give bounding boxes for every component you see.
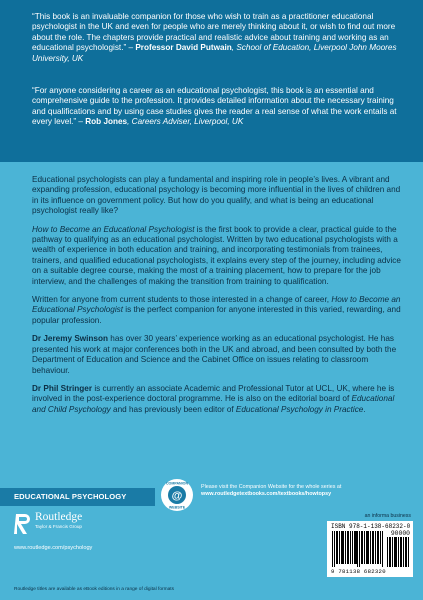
journal-name: Educational and Child Psychology (32, 394, 395, 414)
subject-category: EDUCATIONAL PSYCHOLOGY (0, 488, 155, 506)
journal-name: Educational Psychology in Practice (235, 404, 364, 414)
author-bio-text: has over 30 years’ experience working as an educational psychologist. He has presented his work at major conferences both in the UK and abroad, and been consulted by both the Department of Education and Science and the Cabinet Office on issues relating to classroom behaviour. (32, 334, 397, 375)
quote-author: Rob Jones (85, 117, 128, 127)
author-bio-text: . (363, 404, 366, 414)
routledge-logo-icon (14, 512, 32, 536)
svg-text:COMPANION: COMPANION (165, 481, 189, 486)
ean-number: 9 781138 682320 (331, 568, 386, 575)
author-name: Dr Jeremy Swinson (32, 334, 108, 344)
quote-text: “This book is an invaluable companion for those who wish to train as a practitioner educational psychologist in the UK and even for people who are merely thinking about it, or wish to find out more about the role. The chapters provide practical and realistic advice about training and working as an educational psychologist.” – (32, 12, 396, 53)
quote-affiliation: , Careers Adviser, Liverpool, UK (127, 117, 244, 127)
author-bio-text: and has previously been editor of (110, 404, 236, 414)
isbn-number: ISBN 978-1-138-68232-0 (331, 523, 411, 530)
companion-website-logo-icon (160, 478, 194, 512)
book-title-italic: How to Become an Educational Psychologist (32, 295, 401, 315)
author-bio-text: is currently an associate Academic and Professional Tutor at UCL, UK, where he is involved in the post-experience doctoral programme. He is also on the editorial board of (32, 383, 395, 404)
author-name: Dr Phil Stringer (32, 383, 93, 393)
companion-text-line: Please visit the Companion Website for the whole series at (201, 484, 342, 490)
isbn-barcode (327, 521, 413, 577)
informa-tagline: an informa business (364, 513, 411, 519)
endorsement-quote-2 (32, 86, 404, 128)
book-description (32, 175, 404, 423)
price-code: 90000 (390, 530, 410, 537)
endorsement-quote-1 (32, 12, 404, 64)
barcode-icon (332, 531, 384, 567)
quote-text: “For anyone considering a career as an educational psychologist, this book is an essential and comprehensive guide to the profession. It provides detailed information about the necessary training and qualifications and by using case studies gives the reader a real sense of what the work entails at every level.” – (32, 86, 397, 127)
price-barcode-icon (387, 537, 409, 567)
description-paragraph-1: Educational psychologists can play a fundamental and inspiring role in people’s lives. A vibrant and expanding profession, educational psychology is becoming more influential in the lives of children and in its influence on government policy. But how do you qualify, and what is being an educational psychologist really like? (32, 175, 401, 216)
author-bio-1 (32, 334, 404, 376)
paragraph-text: is the first book to provide a clear, practical guide to the pathway to qualifying as an educational psychologist. Written by two educational psychologists with a wealth of experience in both education and training, and incorporating testimonials from trainees, trainers, and qualified educational psychologists, it explains every step of the journey, including advice on a suitable degree course, making the most of a training placement, how to prepare for the job interview, and the challenges of making the transition from training to qualification. (32, 224, 401, 286)
quote-author: Professor David Putwain (135, 43, 232, 53)
book-title-italic: How to Become an Educational Psychologist (32, 224, 195, 234)
ebook-note: Routledge titles are available as eBook editions in a range of digital formats (14, 587, 174, 592)
publisher-group: Taylor & Francis Group (35, 524, 82, 529)
endorsement-panel (0, 0, 423, 162)
description-paragraph-3 (32, 295, 404, 326)
svg-text:WEBSITE: WEBSITE (168, 505, 186, 510)
paragraph-text: is the perfect companion for anyone interested in this varied, rewarding, and popular profession. (32, 305, 401, 325)
companion-website-note (201, 484, 411, 498)
paragraph-text: Written for anyone from current students to those interested in a change of career, (32, 295, 332, 305)
publisher-name: Routledge (35, 511, 83, 523)
quote-affiliation: , School of Education, Liverpool John Moores University, UK (32, 43, 397, 63)
author-bio-2 (32, 384, 404, 415)
publisher-url-link[interactable]: www.routledge.com/psychology (14, 545, 93, 551)
companion-url-link[interactable]: www.routledgetextbooks.com/textbooks/howtopsy (201, 491, 332, 497)
svg-text:@: @ (171, 490, 183, 502)
description-paragraph-2 (32, 225, 404, 287)
